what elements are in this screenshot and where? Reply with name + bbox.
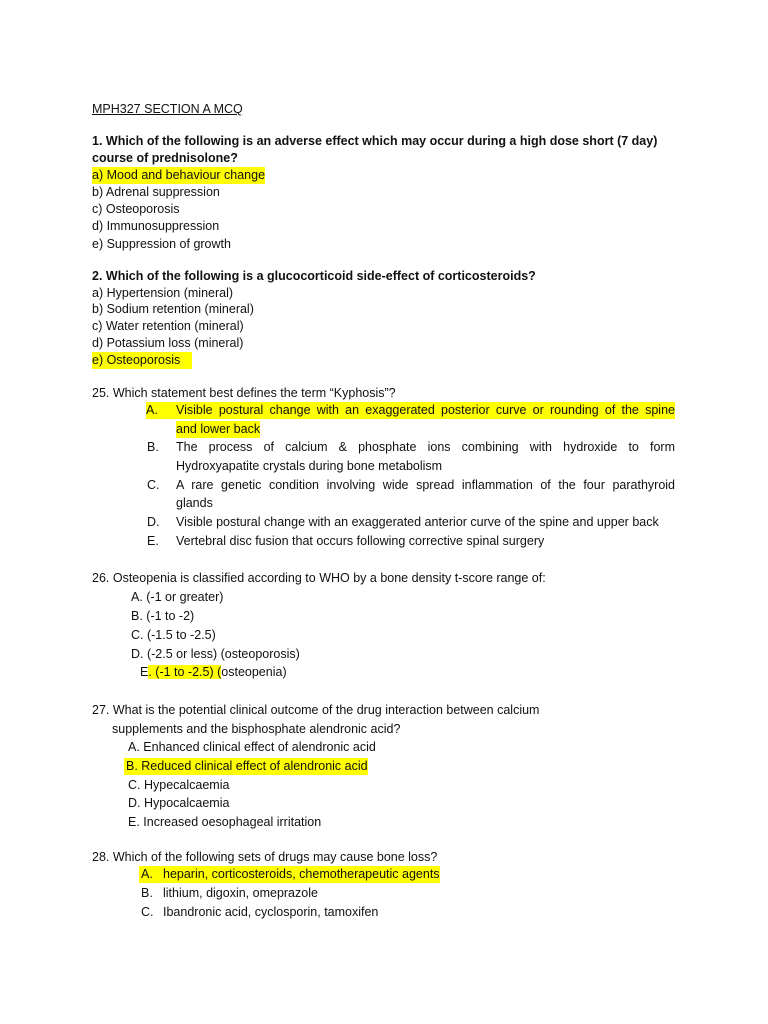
question-27-stem-cont: supplements and the bisphosphate alendronic acid? xyxy=(112,722,401,736)
option-letter-b: B. xyxy=(141,886,153,900)
answer-option-e: E. Increased oesophageal irritation xyxy=(128,815,322,829)
answer-option-a: A. (-1 or greater) xyxy=(131,590,224,604)
answer-option-c: c) Water retention (mineral) xyxy=(92,319,244,333)
answer-option-c: c) Osteoporosis xyxy=(92,202,180,216)
option-b-text: The process of calcium & phosphate ions combining with hydroxide to form xyxy=(176,440,675,454)
answer-option-a xyxy=(139,866,440,883)
option-e-highlighted-text: . (-1 to -2.5) ( xyxy=(148,665,222,679)
option-a-text-cont: and lower back xyxy=(176,422,261,436)
answer-option-c: C. Hypecalcaemia xyxy=(128,778,230,792)
answer-option-b: B. (-1 to -2) xyxy=(131,609,195,623)
question-28-stem: 28. Which of the following sets of drugs may cause bone loss? xyxy=(92,850,438,864)
answer-option-a: A. Enhanced clinical effect of alendronic acid xyxy=(128,740,376,754)
answer-option-c: C. (-1.5 to -2.5) xyxy=(131,628,216,642)
option-c-text: A rare genetic condition involving wide spread inflammation of the four parathyroid xyxy=(176,478,675,492)
answer-option-d: d) Immunosuppression xyxy=(92,219,220,233)
option-c-text-cont: glands xyxy=(176,496,213,510)
option-c-text: Ibandronic acid, cyclosporin, tamoxifen xyxy=(163,905,379,919)
answer-option-b: b) Adrenal suppression xyxy=(92,185,220,199)
answer-option-b xyxy=(141,885,318,902)
option-b-text-cont: Hydroxyapatite crystals during bone metabolism xyxy=(176,459,443,473)
option-letter-c: C. xyxy=(147,478,160,492)
answer-option-a: a) Hypertension (mineral) xyxy=(92,286,234,300)
question-25-stem: 25. Which statement best defines the term “Kyphosis”? xyxy=(92,386,396,400)
option-b-text: lithium, digoxin, omeprazole xyxy=(163,886,318,900)
option-a-text: Visible postural change with an exaggerated posterior curve or rounding of the spine xyxy=(176,403,675,417)
answer-option-b: B. Reduced clinical effect of alendronic acid xyxy=(126,759,368,773)
option-letter-c: C. xyxy=(141,905,154,919)
answer-option-e: e) Osteoporosis xyxy=(92,352,192,369)
answer-option-d: D. Hypocalcaemia xyxy=(128,796,230,810)
option-letter-a: A. xyxy=(141,867,153,881)
question-27-stem: 27. What is the potential clinical outcome of the drug interaction between calcium xyxy=(92,703,540,717)
option-letter-b: B. xyxy=(147,440,159,454)
page-title: MPH327 SECTION A MCQ xyxy=(92,102,243,116)
option-d-text: Visible postural change with an exaggerated anterior curve of the spine and upper back xyxy=(176,515,659,529)
option-letter-e: E. xyxy=(147,534,159,548)
answer-option-e xyxy=(140,664,287,681)
question-26-stem: 26. Osteopenia is classified according to WHO by a bone density t-score range of: xyxy=(92,571,546,585)
question-2-stem: 2. Which of the following is a glucocorticoid side-effect of corticosteroids? xyxy=(92,269,536,283)
option-a-text: heparin, corticosteroids, chemotherapeutic agents xyxy=(163,867,440,881)
answer-option-b: b) Sodium retention (mineral) xyxy=(92,302,254,316)
option-e-suffix: osteopenia) xyxy=(221,665,287,679)
option-e-text: Vertebral disc fusion that occurs following corrective spinal surgery xyxy=(176,534,545,548)
answer-option-a: a) Mood and behaviour change xyxy=(92,168,266,182)
answer-option-d: D. (-2.5 or less) (osteoporosis) xyxy=(131,647,300,661)
answer-option-e: e) Suppression of growth xyxy=(92,237,231,251)
answer-option-d: d) Potassium loss (mineral) xyxy=(92,336,244,350)
question-1-stem: 1. Which of the following is an adverse effect which may occur during a high dose short (7 day) xyxy=(92,134,658,148)
option-e-letter: E xyxy=(140,665,149,679)
question-1-stem-cont: course of prednisolone? xyxy=(92,151,238,165)
option-letter-a: A. xyxy=(146,402,176,419)
answer-option-c xyxy=(141,904,378,921)
option-letter-d: D. xyxy=(147,515,160,529)
